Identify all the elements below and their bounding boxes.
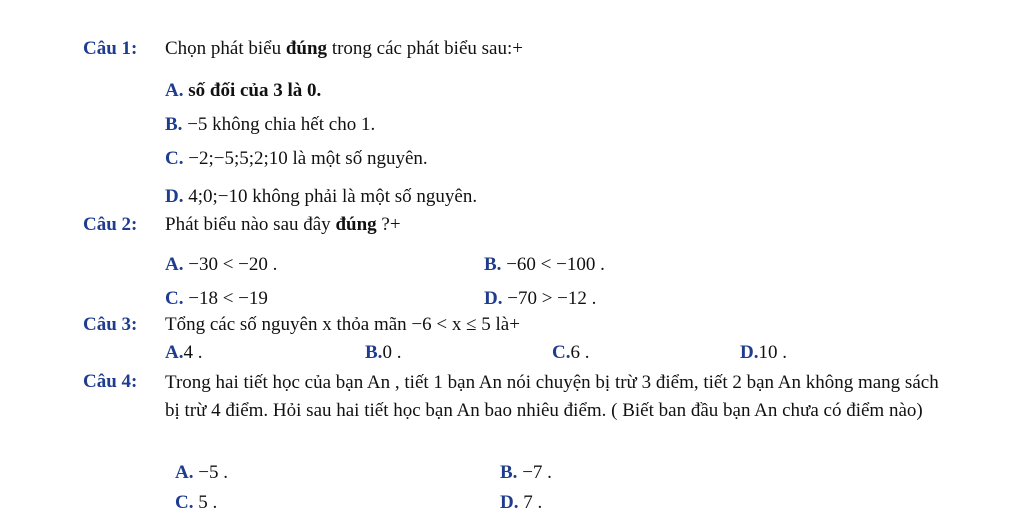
question-text [165,214,401,235]
option-d [484,288,596,310]
option-text: −70 > −12 . [507,288,597,309]
option-letter: C. [165,288,184,309]
question-2 [83,214,401,236]
question-text-part: Chọn phát biểu [165,38,286,59]
question-3 [83,314,520,336]
option-letter: D. [484,288,503,309]
option-letter: B. [500,462,518,483]
option-text: −18 < −19 [188,288,268,309]
option-text: −30 < −20 . [188,254,278,275]
option-text: −5 . [198,462,228,483]
option-letter: C. [165,148,184,169]
option-text: số đối của 3 là 0. [188,80,322,101]
question-1 [83,38,523,60]
option-a [165,342,202,364]
option-text: −60 < −100 . [506,254,605,275]
option-c [175,492,217,514]
option-letter: A. [165,254,184,275]
option-c [165,148,428,170]
option-text: 0 . [382,342,402,363]
question-label: Câu 4: [83,371,138,392]
question-label: Câu 3: [83,314,138,335]
question-text-part: ?+ [376,214,401,235]
option-text: 4 . [183,342,203,363]
option-letter: A. [165,80,184,101]
question-4-label [83,371,165,393]
option-b [500,462,552,484]
option-letter: A. [165,342,184,363]
option-letter: B. [484,254,502,275]
option-d [165,186,477,208]
question-text: Tổng các số nguyên x thỏa mãn −6 < x ≤ 5 là+ [165,314,520,335]
question-text-emphasis: đúng [285,38,328,59]
option-letter: B. [365,342,383,363]
question-label: Câu 2: [83,214,138,235]
question-4-text: Trong hai tiết học của bạn An , tiết 1 bạn An nói chuyện bị trừ 3 điểm, tiết 2 bạn An không mang sách bị trừ 4 điểm. Hỏi sau hai tiết học bạn An bao nhiêu điểm. ( Biết ban đầu bạn An chưa có điểm nào) [165,372,939,421]
question-text [165,38,523,59]
question-label: Câu 1: [83,38,138,59]
option-text: 10 . [758,342,787,363]
option-text: −5 không chia hết cho 1. [187,114,376,135]
option-d [740,342,787,364]
option-letter: C. [175,492,194,513]
option-b [165,114,375,136]
option-b [484,254,605,276]
option-a [165,254,277,276]
option-text: 7 . [523,492,543,513]
option-text: 4;0;−10 không phải là một số nguyên. [188,186,478,207]
option-c [165,288,268,310]
question-text-part: trong các phát biểu sau:+ [327,38,523,59]
option-text: 6 . [570,342,590,363]
option-a [175,462,228,484]
option-c [552,342,589,364]
option-a [165,80,321,102]
option-letter: D. [165,186,184,207]
question-text-emphasis: đúng [335,214,377,235]
option-letter: D. [740,342,759,363]
option-letter: D. [500,492,519,513]
option-b [365,342,401,364]
option-letter: B. [165,114,183,135]
option-letter: C. [552,342,571,363]
option-text: −7 . [522,462,552,483]
option-text: 5 . [198,492,218,513]
option-text: −2;−5;5;2;10 là một số nguyên. [188,148,428,169]
option-letter: A. [175,462,194,483]
question-text-part: Phát biểu nào sau đây [165,214,336,235]
option-d [500,492,542,514]
